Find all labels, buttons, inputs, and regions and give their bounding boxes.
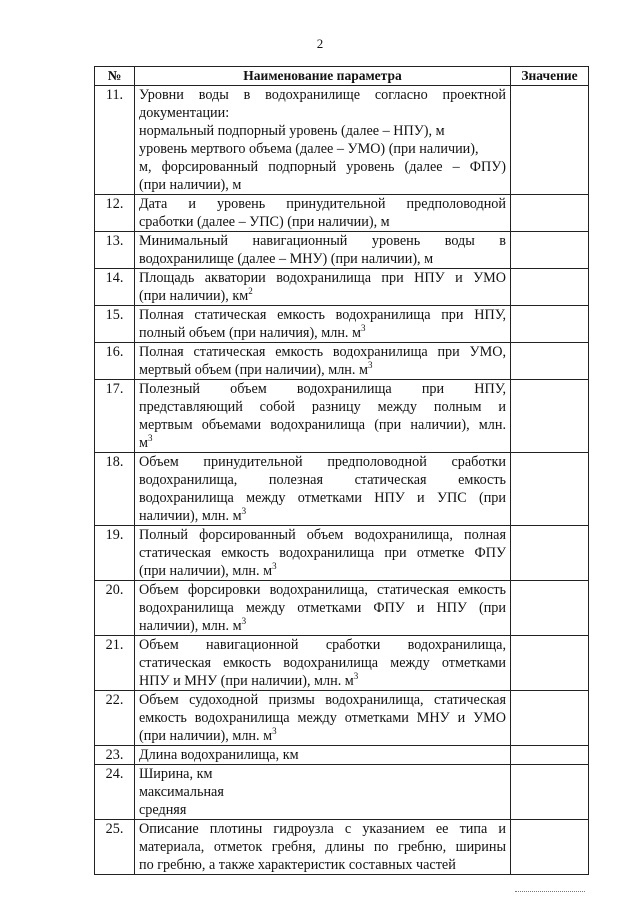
parameter-line <box>139 507 506 525</box>
parameter-text: полный объем (при наличия), млн. м <box>139 325 361 341</box>
table-header-row <box>95 67 589 86</box>
parameter-text: Уровни воды в водохранилище согласно проектной <box>139 87 506 103</box>
parameter-text: Полная статическая емкость водохранилища при НПУ, <box>139 307 506 323</box>
row-number: 21. <box>95 636 135 691</box>
parameter-line <box>139 398 506 416</box>
parameter-text: Полезный объем водохранилища при НПУ, <box>139 381 506 397</box>
parameter-text: (при наличии), км <box>139 288 249 304</box>
table-row <box>95 453 589 526</box>
parameter-text: (при наличии), млн. м <box>139 563 273 579</box>
parameter-text: статическая емкость водохранилища при отметке ФПУ <box>139 545 506 561</box>
parameter-value-cell <box>511 453 589 526</box>
unit-exponent: 3 <box>367 360 373 370</box>
table-row <box>95 581 589 636</box>
parameter-value-cell <box>511 306 589 343</box>
parameter-line <box>139 361 506 379</box>
parameter-line <box>139 213 506 231</box>
parameter-line <box>139 269 506 287</box>
table-row <box>95 765 589 820</box>
parameter-line <box>139 176 506 194</box>
parameter-line <box>139 104 506 122</box>
unit-exponent: 3 <box>361 323 366 333</box>
parameter-text: Объем принудительной предполоводной сработки <box>139 454 506 470</box>
header-number: № <box>95 67 135 86</box>
parameter-name <box>135 86 511 195</box>
parameter-text: Полный форсированный объем водохранилища, полная <box>139 527 506 543</box>
unit-exponent: 3 <box>241 506 247 516</box>
parameter-text: Объем судоходной призмы водохранилища, статическая <box>139 692 506 708</box>
parameter-text: (при наличии), м <box>139 177 242 193</box>
parameter-text: уровень мертвого объема (далее – УМО) (при наличии), <box>139 141 479 157</box>
parameter-text: водохранилища, полезная статическая емкость <box>139 472 506 488</box>
parameter-text: Дата и уровень принудительной предполоводной <box>139 196 506 212</box>
parameter-line <box>139 158 506 176</box>
table-row <box>95 232 589 269</box>
parameter-text: водохранилища между отметками ФПУ и НПУ (при <box>139 600 506 616</box>
parameter-line <box>139 838 506 856</box>
parameter-value-cell <box>511 343 589 380</box>
row-number: 22. <box>95 691 135 746</box>
table-row <box>95 195 589 232</box>
parameter-text: по гребню, а также характеристик составных частей <box>139 857 456 873</box>
parameter-text: документации: <box>139 105 230 121</box>
table-row <box>95 306 589 343</box>
parameter-text: наличии), млн. м <box>139 618 242 634</box>
row-number: 15. <box>95 306 135 343</box>
parameter-line <box>139 765 506 783</box>
page-number: 2 <box>316 36 324 51</box>
parameter-line <box>139 232 506 250</box>
parameter-line <box>139 617 506 635</box>
parameter-line <box>139 140 506 158</box>
parameter-text: Ширина, км <box>139 766 213 782</box>
table-row <box>95 691 589 746</box>
parameter-text: Объем форсировки водохранилища, статическая емкость <box>139 582 506 598</box>
parameter-text: статическая емкость водохранилища между отметками <box>139 655 506 671</box>
parameters-table <box>94 66 589 875</box>
parameter-text: м, форсированный подпорный уровень (далее – ФПУ) <box>139 159 506 175</box>
parameter-line <box>139 489 506 507</box>
parameter-name <box>135 306 511 343</box>
header-value: Значение <box>511 67 589 86</box>
parameter-value-cell <box>511 232 589 269</box>
parameter-line <box>139 306 506 324</box>
row-number: 16. <box>95 343 135 380</box>
row-number: 13. <box>95 232 135 269</box>
parameter-text: представляющий собой разницу между полным и <box>139 399 506 415</box>
parameter-line <box>139 562 506 580</box>
parameter-value-cell <box>511 526 589 581</box>
parameter-line <box>139 195 506 213</box>
parameter-line <box>139 324 506 342</box>
parameter-value-cell <box>511 820 589 875</box>
parameter-text: водохранилища между отметками НПУ и УПС (при <box>139 490 506 506</box>
parameter-text: наличии), млн. м <box>139 508 242 524</box>
parameter-line <box>139 526 506 544</box>
parameter-line <box>139 380 506 398</box>
scan-artifact <box>515 891 585 894</box>
parameter-line <box>139 416 506 434</box>
parameter-text: емкость водохранилища между отметками МНУ и УМО <box>139 710 506 726</box>
table-row <box>95 526 589 581</box>
row-number: 25. <box>95 820 135 875</box>
parameter-value-cell <box>511 86 589 195</box>
parameter-text: мертвый объем (при наличии), млн. м <box>139 362 368 378</box>
parameter-name <box>135 581 511 636</box>
parameter-line <box>139 746 506 764</box>
parameter-text: нормальный подпорный уровень (далее – НПУ), м <box>139 123 445 139</box>
unit-exponent: 2 <box>248 286 253 296</box>
parameter-line <box>139 727 506 745</box>
header-parameter-name: Наименование параметра <box>135 67 511 86</box>
parameter-line <box>139 544 506 562</box>
parameter-value-cell <box>511 380 589 453</box>
parameter-text: (при наличии), млн. м <box>139 728 273 744</box>
parameter-line <box>139 471 506 489</box>
parameter-line <box>139 691 506 709</box>
parameter-line <box>139 453 506 471</box>
parameter-name <box>135 820 511 875</box>
parameter-line <box>139 672 506 690</box>
unit-exponent: 3 <box>272 726 277 736</box>
parameter-line <box>139 250 506 268</box>
parameter-value-cell <box>511 765 589 820</box>
parameter-text: Длина водохранилища, км <box>139 747 299 763</box>
row-number: 11. <box>95 86 135 195</box>
parameter-name <box>135 691 511 746</box>
parameter-line <box>139 636 506 654</box>
parameter-value-cell <box>511 581 589 636</box>
parameter-text: максимальная <box>139 784 224 800</box>
table-row <box>95 746 589 765</box>
parameter-text: средняя <box>139 802 187 818</box>
parameter-text: Объем навигационной сработки водохранилища, <box>139 637 506 653</box>
parameter-text: водохранилище (далее – МНУ) (при наличии), м <box>139 251 434 267</box>
row-number: 24. <box>95 765 135 820</box>
parameter-value-cell <box>511 746 589 765</box>
row-number: 19. <box>95 526 135 581</box>
parameter-text: НПУ и МНУ (при наличии), млн. м <box>139 673 354 689</box>
row-number: 12. <box>95 195 135 232</box>
unit-exponent: 3 <box>353 671 359 681</box>
parameter-name <box>135 526 511 581</box>
table-row <box>95 380 589 453</box>
parameter-line <box>139 820 506 838</box>
unit-exponent: 3 <box>147 433 153 443</box>
parameter-name <box>135 453 511 526</box>
table-row <box>95 269 589 306</box>
parameter-name <box>135 195 511 232</box>
row-number: 23. <box>95 746 135 765</box>
parameter-line <box>139 654 506 672</box>
parameter-name <box>135 636 511 691</box>
table-row <box>95 86 589 195</box>
parameter-line <box>139 122 506 140</box>
parameter-name <box>135 380 511 453</box>
parameter-text: Площадь акватории водохранилища при НПУ и УМО <box>139 270 506 286</box>
table-row <box>95 820 589 875</box>
parameter-text: сработки (далее – УПС) (при наличии), м <box>139 214 390 230</box>
parameter-line <box>139 434 506 452</box>
parameter-value-cell <box>511 269 589 306</box>
parameter-line <box>139 856 506 874</box>
parameter-text: Минимальный навигационный уровень воды в <box>139 233 506 249</box>
row-number: 18. <box>95 453 135 526</box>
parameter-line <box>139 709 506 727</box>
parameter-name <box>135 746 511 765</box>
parameter-line <box>139 783 506 801</box>
parameter-value-cell <box>511 691 589 746</box>
table-row <box>95 636 589 691</box>
parameter-text: Полная статическая емкость водохранилища при УМО, <box>139 344 506 360</box>
unit-exponent: 3 <box>272 561 277 571</box>
row-number: 20. <box>95 581 135 636</box>
parameter-text: м <box>139 435 148 451</box>
parameter-name <box>135 765 511 820</box>
parameter-line <box>139 599 506 617</box>
parameter-value-cell <box>511 195 589 232</box>
parameter-name <box>135 269 511 306</box>
parameter-line <box>139 343 506 361</box>
row-number: 17. <box>95 380 135 453</box>
parameter-line <box>139 581 506 599</box>
table-row <box>95 343 589 380</box>
parameter-text: Описание плотины гидроузла с указанием ее типа и <box>139 821 506 837</box>
parameter-value-cell <box>511 636 589 691</box>
parameter-name <box>135 232 511 269</box>
parameter-line <box>139 86 506 104</box>
parameter-line <box>139 287 506 305</box>
parameter-line <box>139 801 506 819</box>
parameter-name <box>135 343 511 380</box>
unit-exponent: 3 <box>241 616 247 626</box>
row-number: 14. <box>95 269 135 306</box>
parameter-text: мертвым объемами водохранилища (при наличии), млн. <box>139 417 506 433</box>
parameter-text: материала, отметок гребня, длины по гребню, ширины <box>139 839 506 855</box>
